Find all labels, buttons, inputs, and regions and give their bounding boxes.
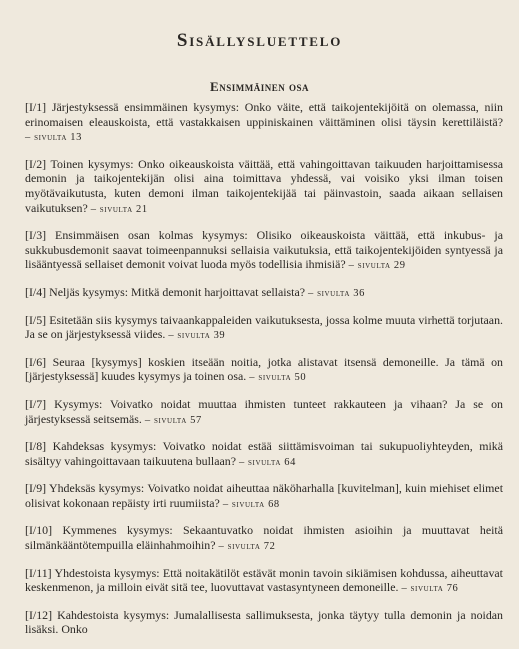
toc-entry — [25, 481, 503, 512]
page-reference: – sivulta 36 — [308, 287, 365, 299]
entry-text: [I/8] Kahdeksas kysymys: Voivatko noidat estää siittämisvoiman tai sukupuoliyhteyden, mikä sisältyy vahingoittavaan taikuutena bullaan? — [25, 439, 503, 468]
entry-text: [I/4] Neljäs kysymys: Mitkä demonit harjoittavat sellaista? — [25, 284, 306, 299]
entry-text: [I/5] Esitetään siis kysymys taivaankappaleiden vaikutuksesta, jossa kolme muuta virhettä torjutaan. Ja se on järjestyksessä viides. — [25, 312, 503, 342]
toc-entry — [25, 608, 503, 639]
toc-entry — [25, 100, 503, 146]
page-reference: – sivulta 21 — [90, 203, 148, 215]
entry-text: [I/3] Ensimmäisen osan kolmas kysymys: Olisiko oikeauskoista väittää, että inkubus- ja sukkubusdemonit saavat toimeenpannuksi sellaisia vaikutuksia, että taikojentekijöiden syntyessä ja lisääntyessä sellaiset demonit voivat luoda myös todellisia ihmisiä? — [25, 228, 503, 272]
page-reference: – sivulta 72 — [218, 541, 276, 553]
page-reference: – sivulta 39 — [168, 330, 226, 342]
toc-entry — [25, 566, 503, 597]
page-reference: – sivulta 76 — [401, 583, 459, 595]
part-heading: Ensimmäinen osa — [210, 79, 309, 94]
toc-entry — [25, 313, 503, 344]
page-reference: – sivulta 13 — [25, 132, 82, 144]
entry-text: [I/12] Kahdestoista kysymys: Jumalallisesta sallimuksesta, jonka täytyy tulla demonin ja noidan lisäksi. Onko — [25, 607, 503, 637]
page-reference: – sivulta 50 — [249, 372, 307, 384]
toc-entry — [25, 285, 503, 302]
toc-entry — [25, 397, 503, 428]
entry-text: [I/2] Toinen kysymys: Onko oikeauskoista väittää, että vahingoittavan taikuuden harjoittamisessa demonin ja taikojentekijän olisi aina toimittava yhdessä, vai voisiko yksi ilman toisen myötävaikutusta, kuten demoni ilman taikojentekijää tai päinvastoin, saada aikaan sellaisen vaikutuksen? — [25, 156, 503, 215]
entry-text: [I/7] Kysymys: Voivatko noidat muuttaa ihmisten tunteet rakkauteen ja vihaan? Ja se on järjestyksessä seitsemäs. — [25, 396, 503, 426]
entry-text: [I/9] Yhdeksäs kysymys: Voivatko noidat aiheuttaa näköharhalla [kuvitelman], kuin miehiset elimet olisivat kokonaan repäisty irti ruumiista? — [25, 481, 503, 510]
page-reference: – sivulta 29 — [348, 260, 406, 272]
page-title: Sisällysluettelo — [176, 30, 343, 51]
entry-text: [I/10] Kymmenes kysymys: Sekaantuvatko noidat ihmisten asioihin ja muuttavat heitä silmänkääntötempuilla eläinhahmoihin? — [25, 523, 503, 553]
page-reference: – sivulta 57 — [144, 414, 202, 426]
toc-entries — [25, 100, 503, 649]
toc-entry — [25, 355, 503, 386]
toc-entry — [25, 157, 503, 217]
page-reference: – sivulta 64 — [238, 456, 296, 468]
entry-text: [I/1] Järjestyksessä ensimmäinen kysymys: Onko väite, että taikojentekijöitä on olemassa, niin erinomaisen eleauskoista, että vastakkaisen uppiniskainen väittäminen olisi täysin kerettiläistä? — [25, 100, 503, 129]
toc-entry — [25, 439, 503, 470]
page-reference: – sivulta 68 — [222, 498, 280, 510]
toc-entry — [25, 523, 503, 554]
toc-entry — [25, 228, 503, 274]
entry-text: [I/6] Seuraa [kysymys] koskien itseään noitia, jotka alistavat itsensä demoneille. Ja tämä on [järjestyksessä] kuudes kysymys ja toinen osa. — [25, 354, 503, 384]
entry-text: [I/11] Yhdestoista kysymys: Että noitakätilöt estävät monin tavoin sikiämisen kohdussa, aiheuttavat keskenmenon, ja milloin eivät sitä tee, luovuttavat vastasyntyneen demoneille. — [25, 565, 503, 595]
